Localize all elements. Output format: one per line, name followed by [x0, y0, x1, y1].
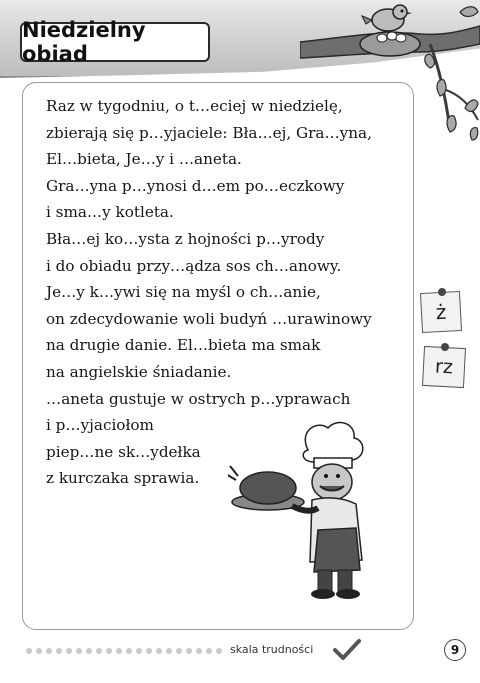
text-line: Raz w tygodniu, o t…eciej w niedzielę, — [46, 97, 343, 115]
bird-icon — [362, 5, 412, 31]
chef-illustration — [228, 420, 378, 600]
text-line: …aneta gustuje w ostrych p…yprawach — [46, 389, 351, 408]
checkmark-icon — [333, 638, 361, 660]
text-line: i do obiadu przy…ądza sos ch…anowy. — [46, 256, 342, 275]
text-line: piep…ne sk…ydełka — [46, 442, 201, 461]
card-label: rz — [434, 355, 454, 379]
difficulty-dot — [36, 648, 42, 654]
text-line: Bła…ej ko…ysta z hojności p…yrody — [46, 229, 325, 248]
difficulty-dot — [106, 648, 112, 654]
difficulty-dots — [26, 648, 222, 654]
difficulty-dot — [46, 648, 52, 654]
pin-icon — [441, 343, 449, 351]
difficulty-dot — [26, 648, 32, 654]
difficulty-dot — [66, 648, 72, 654]
difficulty-dot — [56, 648, 62, 654]
page-number: 9 — [444, 639, 466, 661]
nest-icon — [360, 32, 420, 56]
difficulty-dot — [206, 648, 212, 654]
text-line: na drugie danie. El…bieta ma smak — [46, 336, 321, 355]
pin-icon — [438, 288, 446, 296]
letter-card-rz — [422, 346, 466, 388]
text-line: Gra…yna p…ynosi d…em po…eczkowy — [46, 176, 345, 195]
difficulty-dot — [196, 648, 202, 654]
difficulty-dot — [186, 648, 192, 654]
text-line: El…bieta, Je…y i …aneta. — [46, 150, 242, 169]
difficulty-dot — [86, 648, 92, 654]
page-title: Niedzielny obiad — [22, 18, 146, 66]
difficulty-dot — [156, 648, 162, 654]
text-line: na angielskie śniadanie. — [46, 362, 232, 381]
text-line: i p…yjaciołom — [46, 416, 154, 435]
difficulty-dot — [146, 648, 152, 654]
text-line: on zdecydowanie woli budyń …urawinowy — [46, 309, 372, 328]
difficulty-dot — [96, 648, 102, 654]
difficulty-dot — [116, 648, 122, 654]
difficulty-dot — [216, 648, 222, 654]
title-box — [20, 18, 210, 66]
difficulty-dot — [176, 648, 182, 654]
difficulty-dot — [136, 648, 142, 654]
letter-card-z — [420, 291, 462, 333]
difficulty-dot — [126, 648, 132, 654]
leaf-icon — [425, 7, 478, 140]
difficulty-dot — [76, 648, 82, 654]
card-label: ż — [435, 299, 447, 325]
difficulty-label: skala trudności — [230, 643, 314, 656]
text-line: z kurczaka sprawia. — [46, 469, 200, 488]
difficulty-dot — [166, 648, 172, 654]
text-line: i sma…y kotleta. — [46, 203, 174, 222]
text-line: Je…y k…ywi się na myśl o ch…anie, — [46, 283, 321, 302]
text-line: zbierają się p…yjaciele: Bła…ej, Gra…yna, — [46, 123, 372, 142]
